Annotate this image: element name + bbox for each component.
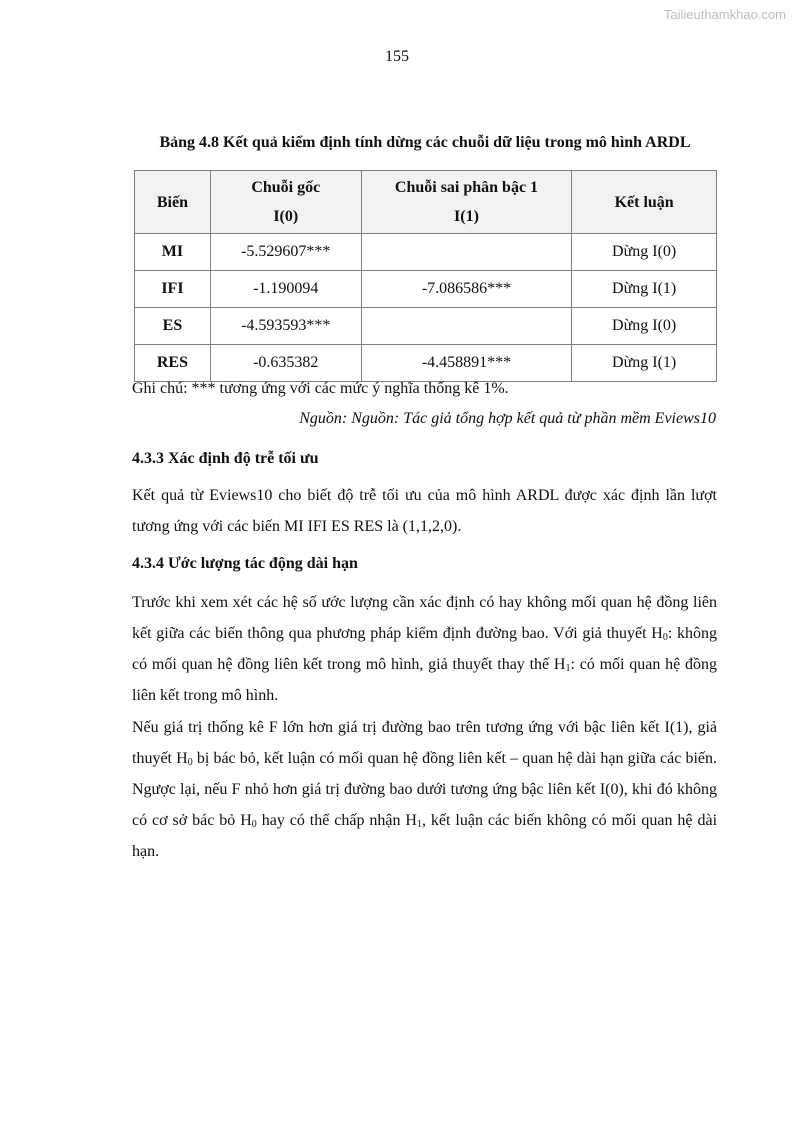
cell-variable: IFI	[135, 271, 211, 308]
table-caption: Bảng 4.8 Kết quả kiểm định tính dừng các chuỗi dữ liệu trong mô hình ARDL	[159, 134, 691, 151]
cell-i0: -4.593593***	[210, 308, 361, 345]
table-row	[135, 271, 717, 308]
cell-i1	[361, 308, 572, 345]
header-first-difference: Chuỗi sai phân bậc 1 I(1)	[361, 171, 572, 234]
table-row	[135, 234, 717, 271]
table-row	[135, 308, 717, 345]
header-conclusion: Kết luận	[572, 171, 717, 234]
cell-variable: ES	[135, 308, 211, 345]
paragraph-f-statistic: Nếu giá trị thống kê F lớn hơn giá trị đường bao trên tương ứng với bậc liên kết I(1), giả thuyết $H_0$ bị bác bỏ, kết luận có mối quan hệ đồng liên kết – quan hệ dài hạn giữa các biến. Ngược lại, nếu F nhỏ hơn giá trị đường bao dưới tương ứng bậc liên kết I(0), khi đó không có cơ sở bác bỏ $H_0$ hay có thể chấp nhận $H_1$, kết luận các biến không có mối quan hệ dài hạn.	[132, 719, 718, 860]
section-heading-4-3-3: 4.3.3 Xác định độ trễ tối ưu	[132, 450, 319, 467]
watermark: Tailieuthamkhao.com	[663, 7, 786, 22]
cell-i0: -5.529607***	[210, 234, 361, 271]
table-row	[135, 345, 717, 382]
cell-i1	[361, 234, 572, 271]
section-heading-4-3-4: 4.3.4 Ước lượng tác động dài hạn	[132, 555, 358, 572]
cell-i1: -7.086586***	[361, 271, 572, 308]
table-header-row	[135, 171, 717, 234]
paragraph-optimal-lag: Kết quả từ Eviews10 cho biết độ trễ tối ưu của mô hình ARDL được xác định lần lượt tương ứng với các biến MI IFI ES RES là (1,1,2,0).	[132, 487, 717, 535]
table-note: Ghi chú: *** tương ứng với các mức ý nghĩa thống kê 1%.	[132, 380, 509, 397]
cell-conclusion: Dừng I(0)	[572, 234, 717, 271]
header-variable: Biến	[135, 171, 211, 234]
stationarity-table	[134, 170, 717, 382]
table-source: Nguồn: Nguồn: Tác giả tổng hợp kết quả từ phần mềm Eviews10	[299, 410, 716, 427]
paragraph-bounds-test: Trước khi xem xét các hệ số ước lượng cần xác định có hay không mối quan hệ đồng liên kết giữa các biến thông qua phương pháp kiểm định đường bao. Với giả thuyết $H_0$: không có mối quan hệ đồng liên kết trong mô hình, giả thuyết thay thế $H_1$: có mối quan hệ đồng liên kết trong mô hình.	[132, 594, 717, 704]
header-level-series: Chuỗi gốc I(0)	[210, 171, 361, 234]
cell-variable: MI	[135, 234, 211, 271]
cell-i0: -1.190094	[210, 271, 361, 308]
cell-i0: -0.635382	[210, 345, 361, 382]
cell-variable: RES	[135, 345, 211, 382]
cell-i1: -4.458891***	[361, 345, 572, 382]
cell-conclusion: Dừng I(1)	[572, 271, 717, 308]
cell-conclusion: Dừng I(1)	[572, 345, 717, 382]
cell-conclusion: Dừng I(0)	[572, 308, 717, 345]
page-number: 155	[385, 48, 409, 65]
